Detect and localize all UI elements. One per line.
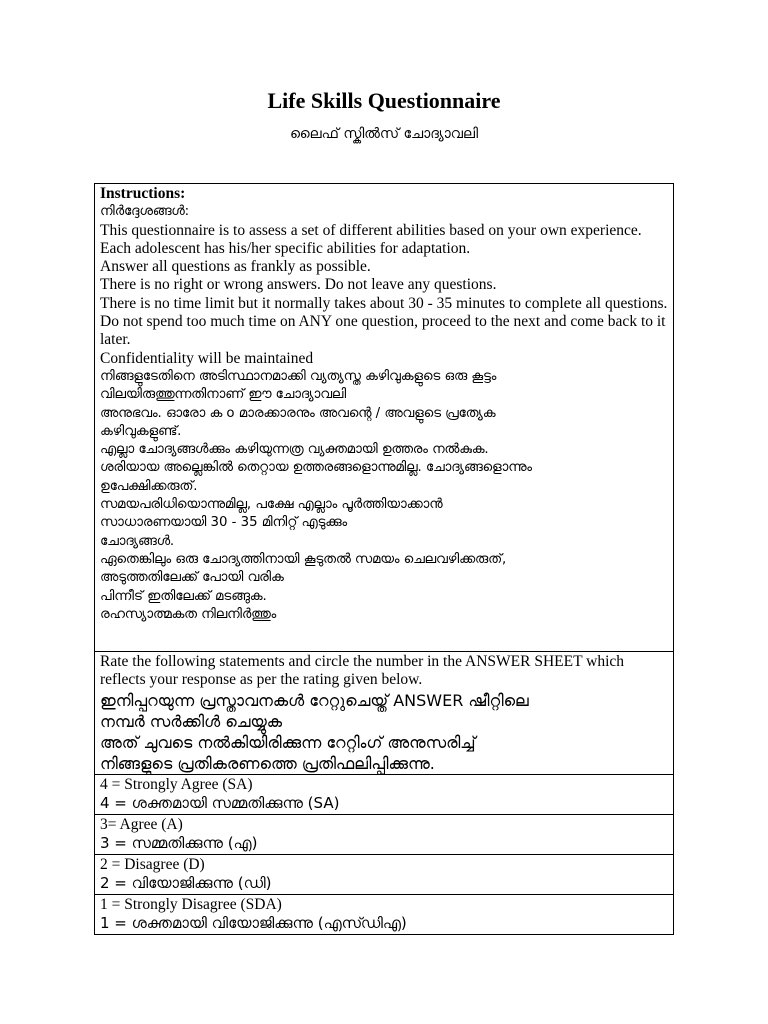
instruction-ml-line: രഹസ്യാത്മകത നിലനിർത്തും	[100, 606, 277, 622]
instruction-ml-line: നിങ്ങളുടേതിനെ അടിസ്ഥാനമാക്കി വ്യത്യസ്ത കഴിവുകളുടെ ഒരു കൂട്ടം	[100, 368, 497, 384]
scale-label-en: 2 = Disagree (D)	[100, 856, 205, 873]
rating-instruction-ml: നിങ്ങളുടെ പ്രതികരണത്തെ പ്രതിഫലിപ്പിക്കുന്നു.	[100, 753, 435, 773]
instruction-ml-line: ഉപേക്ഷിക്കരുത്.	[100, 478, 198, 494]
instruction-ml-line: ശരിയായ അല്ലെങ്കിൽ തെറ്റായ ഉത്തരങ്ങളൊന്നുമില്ല. ചോദ്യങ്ങളൊന്നും	[100, 460, 532, 476]
page-title: Life Skills Questionnaire	[267, 88, 501, 113]
instruction-confidentiality: Confidentiality will be maintained	[100, 349, 314, 367]
rating-instruction-ml: ഇനിപ്പറയുന്ന പ്രസ്താവനകൾ റേറ്റുചെയ്ത് ANSWER ഷീറ്റിലെ	[100, 690, 529, 710]
instruction-frankly: Answer all questions as frankly as possible.	[100, 258, 371, 276]
scale-label-ml: 1 = ശക്തമായി വിയോജിക്കുന്നു (എസ്ഡിഎ)	[100, 914, 407, 933]
instructions-box	[94, 183, 674, 652]
scale-label-ml: 4 = ശക്തമായി സമ്മതിക്കുന്നു (SA)	[100, 794, 340, 813]
instruction-ml-line: കഴിവുകളുണ്ട്.	[100, 423, 182, 439]
scale-label-ml: 3 = സമ്മതിക്കുന്നു (എ)	[100, 834, 258, 853]
scale-row-agree	[94, 815, 674, 855]
instruction-ml-line: അടുത്തതിലേക്ക് പോയി വരിക	[100, 570, 284, 586]
scale-label-en: 1 = Strongly Disagree (SDA)	[100, 896, 282, 913]
instruction-proceed: Do not spend too much time on ANY one question, proceed to the next and come back to it later.	[100, 313, 666, 349]
page-subtitle-malayalam: ലൈഫ് സ്കിൽസ് ചോദ്യാവലി	[289, 126, 478, 142]
scale-row-disagree	[94, 855, 674, 895]
rating-instructions-box	[94, 652, 674, 775]
scale-row-strongly-disagree	[94, 895, 674, 935]
rating-instruction-ml: നമ്പർ സർക്കിൾ ചെയ്യുക	[100, 711, 283, 731]
rating-instruction-ml: അത് ചുവടെ നൽകിയിരിക്കുന്ന റേറ്റിംഗ് അനുസരിച്ച്	[100, 732, 476, 752]
instruction-no-right-wrong: There is no right or wrong answers. Do not leave any questions.	[100, 276, 497, 294]
scale-label-en: 4 = Strongly Agree (SA)	[100, 776, 253, 793]
instruction-ml-line: സമയപരിധിയൊന്നുമില്ല, പക്ഷേ എല്ലാം പൂർത്തിയാക്കാൻ	[100, 497, 443, 513]
instruction-ml-line: സാധാരണയായി 30 - 35 മിനിറ്റ് എടുക്കും	[100, 515, 348, 531]
instruction-time-limit: There is no time limit but it normally takes about 30 - 35 minutes to complete all questions.	[100, 294, 668, 312]
instructions-heading-ml: നിർദ്ദേശങ്ങൾ:	[100, 204, 190, 220]
instruction-ml-line: എല്ലാ ചോദ്യങ്ങൾക്കും കഴിയുന്നത്ര വ്യക്തമായി ഉത്തരം നൽകുക.	[100, 442, 489, 458]
scale-label-en: 3= Agree (A)	[100, 816, 183, 833]
instruction-ml-line: പിന്നീട് ഇതിലേക്ക് മടങ്ങുക.	[100, 588, 267, 604]
instruction-ml-line: ഏതെങ്കിലും ഒരു ചോദ്യത്തിനായി കൂടുതൽ സമയം ചെലവഴിക്കരുത്,	[100, 551, 507, 567]
instruction-ml-line: ചോദ്യങ്ങൾ.	[100, 533, 175, 549]
instructions-heading: Instructions:	[100, 185, 186, 202]
scale-row-strongly-agree	[94, 775, 674, 815]
scale-label-ml: 2 = വിയോജിക്കുന്നു (ഡി)	[100, 874, 272, 893]
instruction-assess: This questionnaire is to assess a set of different abilities based on your own experience. Each adolescent has his/her specific abilities for adaptation.	[100, 221, 642, 257]
instruction-ml-line: വിലയിരുത്തുന്നതിനാണ് ഈ ചോദ്യാവലി	[100, 387, 347, 403]
instruction-ml-line: അനുഭവം. ഓരോ ക o മാരക്കാരനും അവന്റെ / അവളുടെ പ്രത്യേക	[100, 405, 496, 421]
rating-instruction-en: Rate the following statements and circle the number in the ANSWER SHEET which reflects your response as per the rating given below.	[100, 653, 625, 689]
